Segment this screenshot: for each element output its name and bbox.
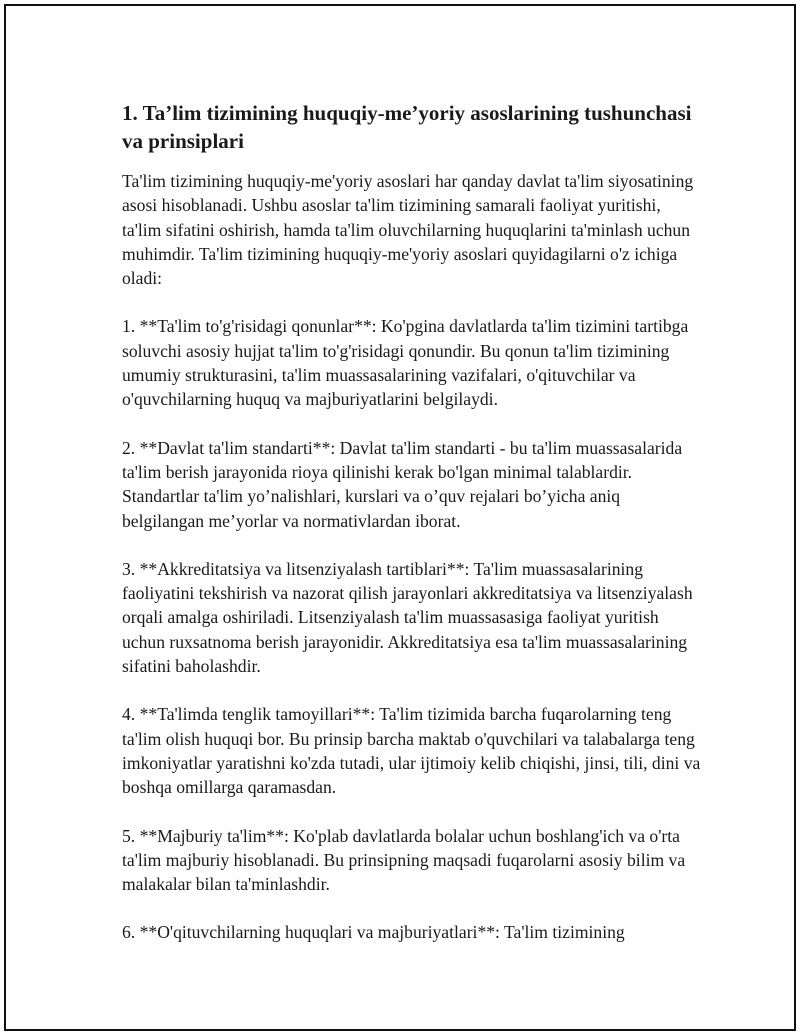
document-body — [122, 99, 702, 945]
list-item-6: 6. **O'qituvchilarning huquqlari va majburiyatlari**: Ta'lim tizimining — [122, 922, 625, 943]
section-heading: 1. Ta’lim tizimining huquqiy-me’yoriy asoslarining tushunchasi va prinsiplari — [122, 101, 692, 153]
list-item-5: 5. **Majburiy ta'lim**: Ko'plab davlatlarda bolalar uchun boshlang'ich va o'rta ta'lim majburiy hisoblanadi. Bu prinsipning maqsadi fuqarolarni asosiy bilim va malakalar bilan ta'minlashdir. — [122, 825, 686, 895]
intro-paragraph: Ta'lim tizimining huquqiy-me'yoriy asoslari har qanday davlat ta'lim siyosatining asosi hisoblanadi. Ushbu asoslar ta'lim tizimining samarali faoliyat yuritishi, ta'lim sifatini oshirish, hamda ta'lim oluvchilarning huquqlarini ta'minlash uchun muhimdir. Ta'lim tizimining huquqiy-me'yoriy asoslari quyidagilarni o'z ichiga oladi: — [122, 171, 694, 289]
list-item-1: 1. **Ta'lim to'g'risidagi qonunlar**: Ko'pgina davlatlarda ta'lim tizimini tartibga soluvchi asosiy hujjat ta'lim to'g'risidagi qonundir. Bu qonun ta'lim tizimining umumiy strukturasini, ta'lim muassasalarining vazifalari, o'qituvchilar va o'quvchilarning huquq va majburiyatlarini belgilaydi. — [122, 316, 689, 410]
list-item-3: 3. **Akkreditatsiya va litsenziyalash tartiblari**: Ta'lim muassasalarining faoliyatini tekshirish va nazorat qilish jarayonlari akkreditatsiya va litsenziyalash orqali amalga oshiriladi. Litsenziyalash ta'lim muassasasiga faoliyat yuritish uchun ruxsatnoma berish jarayonidir. Akkreditatsiya esa ta'lim muassasalarining sifatini baholashdir. — [122, 558, 693, 677]
list-item-2: 2. **Davlat ta'lim standarti**: Davlat ta'lim standarti - bu ta'lim muassasalarida ta'lim berish jarayonida rioya qilinishi kerak bo'lgan minimal talablardir. Standartlar ta'lim yo’nalishlari, kurslari va o’quv rejalari bo’yicha aniq belgilangan me’yorlar va normativlardan iborat. — [122, 437, 683, 531]
list-item-4: 4. **Ta'limda tenglik tamoyillari**: Ta'lim tizimida barcha fuqarolarning teng ta'lim olish huquqi bor. Bu prinsip barcha maktab o'quvchilari va talabalarga teng imkoniyatlar yaratishni ko'zda tutadi, ular ijtimoiy kelib chiqishi, jinsi, tili, dini va boshqa omillarga qaramasdan. — [122, 704, 701, 798]
page-frame — [4, 4, 796, 1031]
